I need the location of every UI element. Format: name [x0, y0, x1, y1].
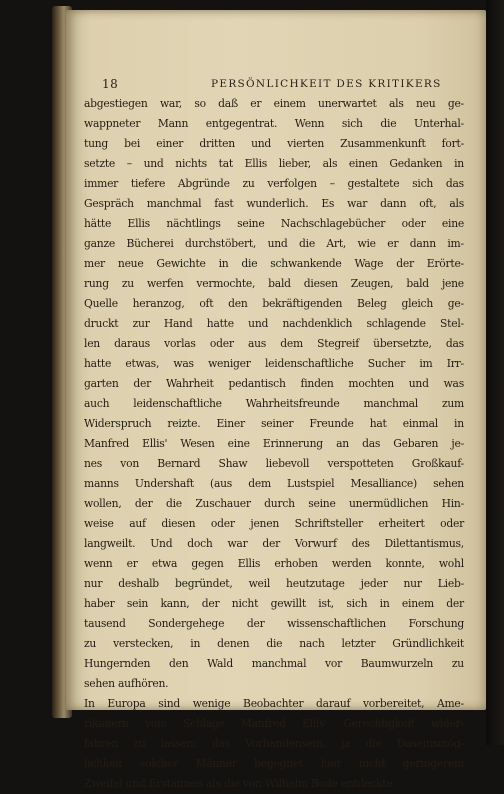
text-line: langweilt. Und doch war der Vorwurf des Dilettantismus,: [84, 537, 464, 550]
text-line: haber sein kann, der nicht gewillt ist, sich in einem der: [84, 597, 464, 610]
text-line: In Europa sind wenige Beobachter darauf vorbereitet, Ame-: [84, 697, 464, 710]
text-line: lichkeit solcher Männer begegnet hier nicht geringerem: [84, 757, 464, 770]
body-text: [84, 94, 464, 794]
text-line: hatte etwas, was weniger leidenschaftliche Sucher im Irr-: [84, 357, 464, 370]
text-line: sehen aufhören.: [84, 677, 169, 690]
text-line: Gespräch manchmal fast wunderlich. Es war dann oft, als: [84, 197, 464, 210]
text-line: weise auf diesen oder jenen Schriftsteller erheitert oder: [84, 517, 464, 530]
text-line: abgestiegen war, so daß er einem unerwartet als neu ge-: [84, 97, 464, 110]
text-line: Hungernden den Wald manchmal vor Baumwurzeln zu: [84, 657, 464, 670]
text-line: tausend Sondergehege der wissenschaftlichen Forschung: [84, 617, 464, 630]
scan-background-strip: [486, 0, 504, 745]
text-line: druckt zur Hand hatte und nachdenklich schlagende Stel-: [84, 317, 464, 330]
text-line: tung bei einer dritten und vierten Zusammenkunft fort-: [84, 137, 464, 150]
text-line: wappneter Mann entgegentrat. Wenn sich die Unterhal-: [84, 117, 464, 130]
text-line: immer tiefere Abgründe zu verfolgen – gestaltete sich das: [84, 177, 464, 190]
text-line: len daraus vorlas oder aus dem Stegreif übersetzte, das: [84, 337, 464, 350]
text-line: wollen, der die Zuschauer durch seine unermüdlichen Hin-: [84, 497, 464, 510]
text-line: wenn er etwa gegen Ellis erhoben werden konnte, wohl: [84, 557, 464, 570]
text-line: nur deshalb begründet, weil heutzutage jeder nur Lieb-: [84, 577, 464, 590]
text-line: garten der Wahrheit pedantisch finden mochten und was: [84, 377, 464, 390]
text-line: Manfred Ellis' Wesen eine Erinnerung an das Gebaren je-: [84, 437, 464, 450]
text-line: zu verstecken, in denen die nach letzter Gründlichkeit: [84, 637, 464, 650]
running-head: PERSÖNLICHKEIT DES KRITIKERS: [211, 78, 442, 90]
text-line: rikanern vom Schlage Manfred Ellis' Gerechtigkeit wider-: [84, 717, 464, 730]
text-line: setzte – und nichts tat Ellis lieber, als einen Gedanken in: [84, 157, 464, 170]
text-line: auch leidenschaftliche Wahrheitsfreunde manchmal zum: [84, 397, 464, 410]
text-line: fahren zu lassen; das Vorhandensein, ja die Daseinsmög-: [84, 737, 464, 750]
text-line: Quelle heranzog, oft den bekräftigenden Beleg gleich ge-: [84, 297, 464, 310]
text-line: nes von Bernard Shaw liebevoll verspotteten Großkauf-: [84, 457, 464, 470]
text-line: manns Undershaft (aus dem Lustspiel Mesalliance) sehen: [84, 477, 464, 490]
text-line: mer neue Gewichte in die schwankende Wage der Erörte-: [84, 257, 464, 270]
text-line: Zweifel und Erstaunen als die von Wilhelm Bode entdeckte: [84, 777, 393, 790]
text-line: ganze Bücherei durchstöbert, und die Art, wie er dann im-: [84, 237, 464, 250]
text-line: hätte Ellis nächtlings seine Nachschlagebücher oder eine: [84, 217, 464, 230]
text-line: rung zu werfen vermochte, bald diesen Zeugen, bald jene: [84, 277, 464, 290]
page-number: 18: [102, 77, 119, 91]
text-line: Widerspruch reizte. Einer seiner Freunde hat einmal in: [84, 417, 464, 430]
